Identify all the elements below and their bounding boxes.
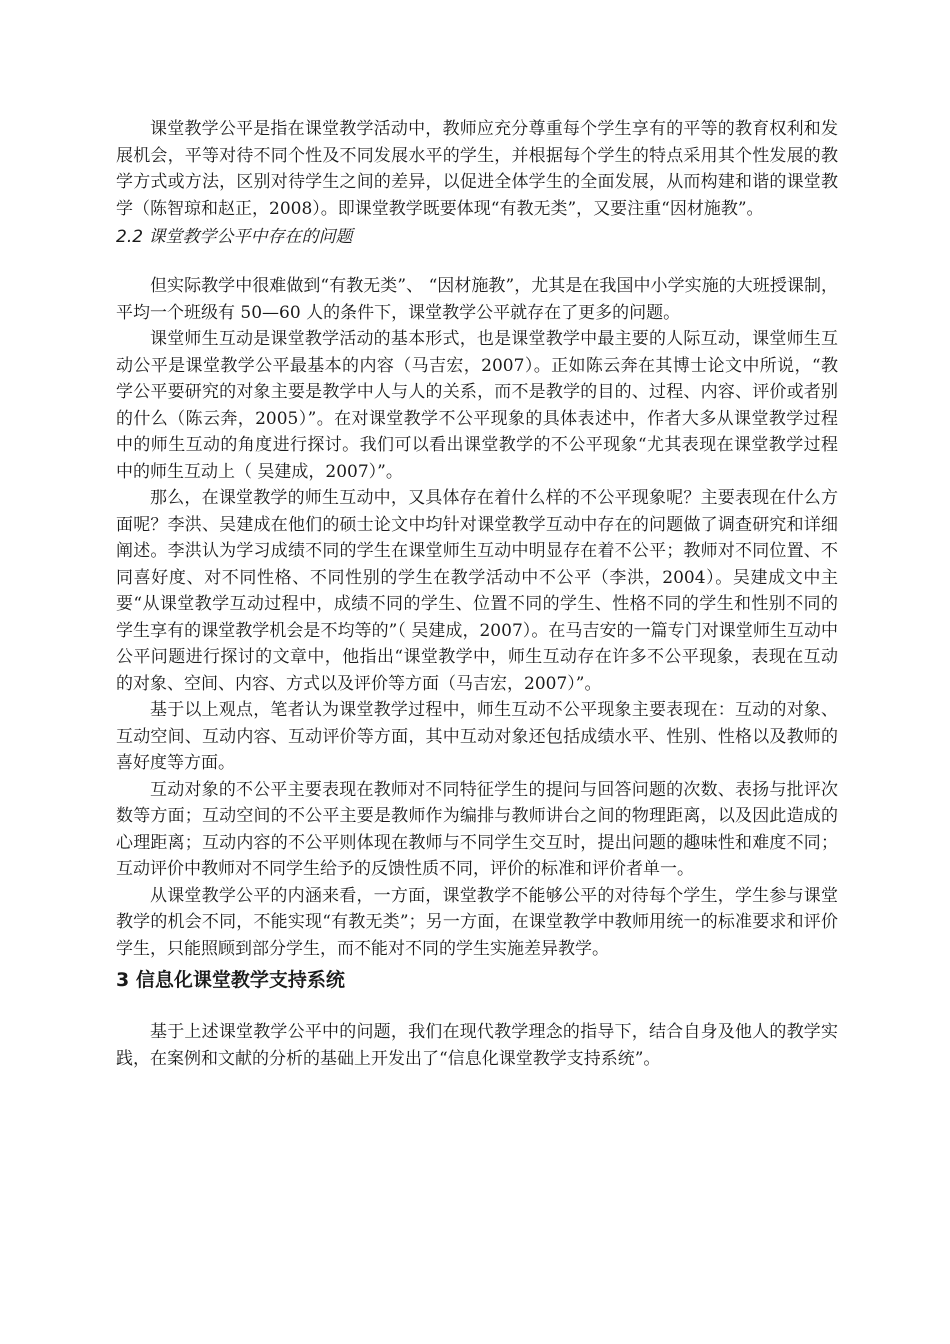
body-paragraph: 但实际教学中很难做到“有教无类”、 “因材施教”，尤其是在我国中小学实施的大班授课制，平均一个班级有 50—60 人的条件下，课堂教学公平就存在了更多的问题。 <box>116 276 838 323</box>
intro-paragraph: 课堂教学公平是指在课堂教学活动中，教师应充分尊重每个学生享有的平等的教育权利和发展机会，平等对待不同个性及不同发展水平的学生，并根据每个学生的特点采用其个性发展的教学方式或方法，区别对待学生之间的差异，以促进全体学生的全面发展，从而构建和谐的课堂教学（陈智琼和赵正，2008）。即课堂教学既要体现“有教无类”，又要注重“因材施教”。 <box>116 119 838 219</box>
document-page <box>116 116 838 1072</box>
body-paragraph: 那么，在课堂教学的师生互动中，又具体存在着什么样的不公平现象呢？主要表现在什么方面呢？李洪、吴建成在他们的硕士论文中均针对课堂教学互动中存在的问题做了调查研究和详细阐述。李洪认为学习成绩不同的学生在课堂师生互动中明显存在着不公平；教师对不同位置、不同喜好度、对不同性格、不同性别的学生在教学活动中不公平（李洪，2004）。吴建成文中主要“从课堂教学互动过程中，成绩不同的学生、位置不同的学生、性格不同的学生和性别不同的学生享有的课堂教学机会是不均等的”（ 吴建成，2007）。在马吉安的一篇专门对课堂师生互动中公平问题进行探讨的文章中，他指出“课堂教学中，师生互动存在许多不公平现象，表现在互动的对象、空间、内容、方式以及评价等方面（马吉宏，2007）”。 <box>116 488 838 694</box>
section-2-2-heading: 2.2 课堂教学公平中存在的问题 <box>116 227 353 247</box>
body-paragraph: 基于以上观点，笔者认为课堂教学过程中，师生互动不公平现象主要表现在：互动的对象、互动空间、互动内容、互动评价等方面，其中互动对象还包括成绩水平、性别、性格以及教师的喜好度等方面。 <box>116 700 838 773</box>
body-paragraph: 课堂师生互动是课堂教学活动的基本形式，也是课堂教学中最主要的人际互动，课堂师生互动公平是课堂教学公平最基本的内容（马吉宏，2007）。正如陈云奔在其博士论文中所说，“教学公平要研究的对象主要是教学中人与人的关系，而不是教学的目的、过程、内容、评价或者别的什么（陈云奔，2005）”。在对课堂教学不公平现象的具体表述中，作者大多从课堂教学过程中的师生互动的角度进行探讨。我们可以看出课堂教学的不公平现象“尤其表现在课堂教学过程中的师生互动上（ 吴建成，2007）”。 <box>116 329 838 482</box>
body-paragraph: 互动对象的不公平主要表现在教师对不同特征学生的提问与回答问题的次数、表扬与批评次数等方面；互动空间的不公平主要是教师作为编排与教师讲台之间的物理距离，以及因此造成的心理距离；互动内容的不公平则体现在教师与不同学生交互时，提出问题的趣味性和难度不同；互动评价中教师对不同学生给予的反馈性质不同，评价的标准和评价者单一。 <box>116 779 838 879</box>
body-paragraph: 从课堂教学公平的内涵来看，一方面，课堂教学不能够公平的对待每个学生，学生参与课堂教学的机会不同，不能实现“有教无类”；另一方面，在课堂教学中教师用统一的标准要求和评价学生，只能照顾到部分学生，而不能对不同的学生实施差异教学。 <box>116 885 838 959</box>
heading-spacing <box>116 996 838 1019</box>
section-3-heading: 3 信息化课堂教学支持系统 <box>116 969 345 991</box>
body-paragraph: 基于上述课堂教学公平中的问题，我们在现代教学理念的指导下，结合自身及他人的教学实践，在案例和文献的分析的基础上开发出了“信息化课堂教学支持系统”。 <box>116 1022 838 1069</box>
heading-spacing <box>116 250 838 273</box>
